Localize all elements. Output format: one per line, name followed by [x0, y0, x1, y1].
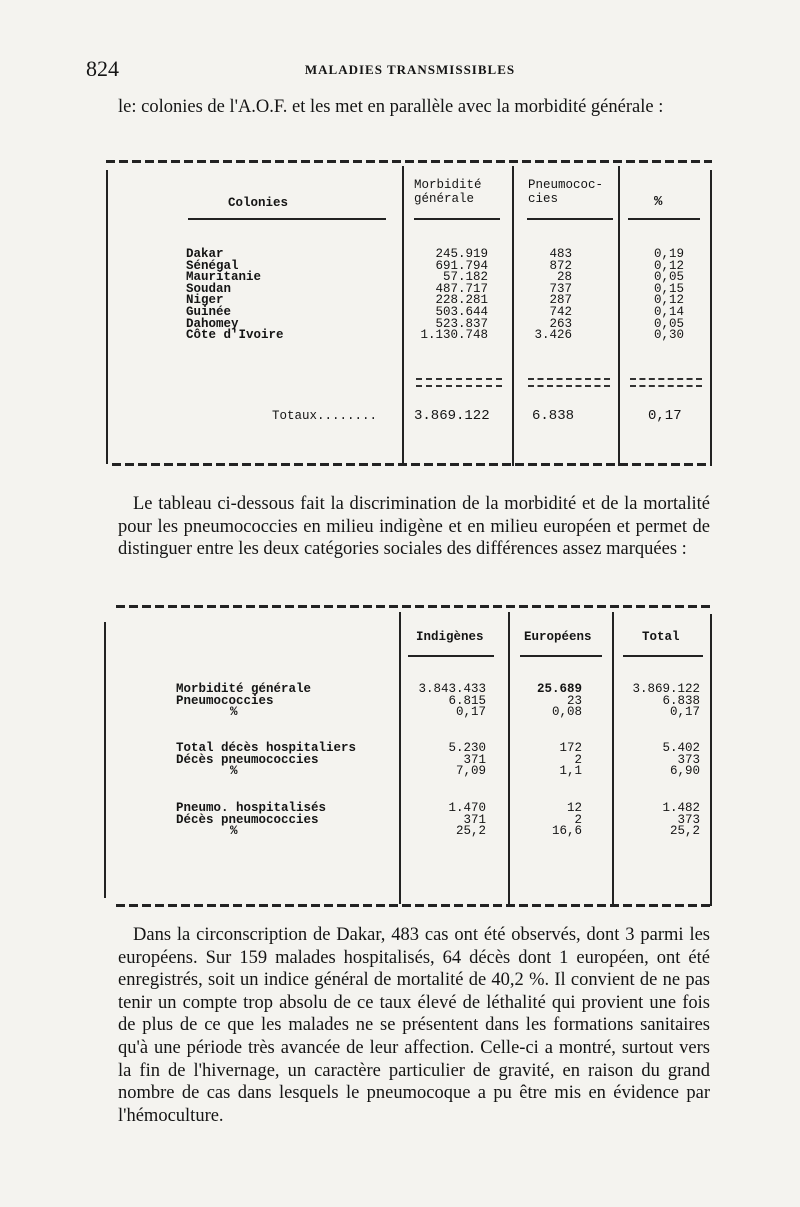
- table-row-label: Décès pneumococcies: [176, 752, 319, 767]
- page-number: 824: [86, 56, 119, 81]
- table-cell: 12: [566, 801, 582, 815]
- table-row-label: %: [230, 764, 238, 779]
- table-cell: 0,30: [653, 328, 684, 343]
- table2-col-divider: [612, 612, 614, 904]
- table-row-label: Niger: [186, 293, 224, 308]
- table2-group-labels: [176, 684, 311, 719]
- table-cell: 1.470: [448, 801, 486, 815]
- table-cell: 872: [549, 258, 572, 273]
- table2-col-total: [624, 743, 700, 778]
- table2-col-europeens: [524, 743, 582, 778]
- table-cell: 3.843.433: [418, 682, 486, 696]
- table-cell: 0,15: [653, 281, 684, 296]
- table-row-label: Total décès hospitaliers: [176, 741, 357, 755]
- table-row-label: Dahomey: [186, 316, 239, 331]
- table-row-label: Pneumo. hospitalisés: [176, 801, 327, 815]
- table-cell: 0,17: [455, 705, 486, 720]
- table1-header-rule: [628, 218, 700, 220]
- table-cell: 0,19: [653, 247, 684, 261]
- table1-header-pct: %: [654, 194, 663, 210]
- table2-left-border: [104, 622, 106, 898]
- table-row-label: Pneumococcies: [176, 693, 274, 708]
- table-cell: 0,05: [653, 270, 684, 285]
- table-cell: 3.426: [534, 328, 572, 343]
- table-cell: 0,12: [653, 258, 684, 273]
- table-cell: 3.869.122: [632, 682, 700, 696]
- table-cell: 263: [549, 316, 572, 331]
- table1-col-divider: [618, 166, 620, 466]
- table-row-label: Côte d'Ivoire: [186, 328, 284, 343]
- table-cell: 16,6: [551, 824, 582, 839]
- table2-bottom-border: [116, 904, 710, 907]
- table1-header-rule: [527, 218, 613, 220]
- table1-col-morbidite: [408, 249, 488, 342]
- table2-header-total: Total: [642, 630, 680, 644]
- table-cell: 371: [463, 752, 486, 767]
- discrimination-paragraph: [118, 493, 710, 561]
- running-title: MALADIES TRANSMISSIBLES: [304, 62, 516, 77]
- table-cell: 483: [549, 247, 572, 261]
- table-cell: 5.402: [662, 741, 700, 755]
- table2-col-total: [624, 684, 700, 719]
- table2-header-rule: [623, 655, 703, 657]
- intro-paragraph: [118, 96, 710, 119]
- table1-bottom-border: [112, 463, 710, 466]
- table-cell: 6.815: [448, 693, 486, 708]
- intro-text: le: colonies de l'A.O.F. et les met en parallèle avec la morbidité générale :: [118, 97, 664, 117]
- table-row-label: Soudan: [186, 281, 232, 296]
- table-cell: 25,2: [455, 824, 486, 839]
- table-row-label: Morbidité générale: [176, 682, 312, 696]
- table-cell: 742: [549, 304, 572, 319]
- table1-col-pneumo: [520, 249, 572, 342]
- table-cell: 23: [566, 693, 582, 708]
- table-cell: 6,90: [669, 764, 700, 779]
- table-row-label: Sénégal: [186, 258, 239, 273]
- table-cell: 228.281: [435, 293, 488, 308]
- table1-col-pct: [640, 249, 684, 342]
- table-cell: 373: [677, 752, 700, 767]
- table-cell: 6.838: [662, 693, 700, 708]
- table-cell: 5.230: [448, 741, 486, 755]
- table-cell: 2: [574, 752, 582, 767]
- table-cell: 2: [574, 812, 582, 827]
- table-cell: 1,1: [559, 764, 582, 779]
- table-row-label: Guinée: [186, 304, 232, 319]
- table-cell: 0,14: [653, 304, 684, 319]
- table-row-label: Dakar: [186, 247, 224, 261]
- table2-group-labels: [176, 803, 326, 838]
- table2-col-divider: [508, 612, 510, 904]
- table-row-label: Mauritanie: [186, 270, 262, 285]
- table-cell: 503.644: [435, 304, 488, 319]
- table-cell: 1.482: [662, 801, 700, 815]
- table-cell: 28: [556, 270, 572, 285]
- table1-top-border: [106, 160, 712, 163]
- table-cell: 245.919: [435, 247, 488, 261]
- table2-col-europeens: [524, 803, 582, 838]
- table1-sum-rule: [528, 378, 610, 387]
- table-cell: 172: [559, 741, 582, 755]
- dakar-paragraph: [118, 924, 710, 1127]
- table-cell: 1.130.748: [420, 328, 488, 343]
- table2-col-indigenes: [410, 803, 486, 838]
- table-cell: 523.837: [435, 316, 488, 331]
- table2-col-europeens: [524, 684, 582, 719]
- table-row-label: %: [230, 824, 238, 839]
- table2-header-europeens: Européens: [524, 630, 592, 644]
- table1-left-border: [106, 170, 108, 464]
- table1-header-morbidite: Morbidité générale: [414, 178, 482, 206]
- table-cell: 25.689: [536, 682, 582, 696]
- table-row-label: %: [230, 705, 238, 720]
- table-cell: 371: [463, 812, 486, 827]
- table-cell: 373: [677, 812, 700, 827]
- table-cell: 0,08: [551, 705, 582, 720]
- table1-header-pneumo: Pneumococ-cies: [528, 178, 604, 206]
- table-cell: 0,17: [669, 705, 700, 720]
- table1-header-rule: [414, 218, 500, 220]
- table2-col-divider: [399, 612, 401, 904]
- table2-top-border: [116, 605, 710, 608]
- table-cell: 0,12: [653, 293, 684, 308]
- discrimination-text: Le tableau ci-dessous fait la discrimination de la morbidité et de la mortalité pour les pneumococcies en milieu indigène et en milieu européen et permet de distinguer entre les deux catégories sociales des différences assez marquées :: [118, 494, 710, 560]
- table-cell: 487.717: [435, 281, 488, 296]
- table1-right-border: [710, 170, 712, 466]
- table2-col-total: [624, 803, 700, 838]
- table1-header-colonies: Colonies: [228, 196, 289, 210]
- table2-header-rule: [408, 655, 494, 657]
- table2-header-rule: [520, 655, 602, 657]
- table2-group-labels: [176, 743, 356, 778]
- table1-total-pct: 0,17: [648, 408, 682, 424]
- dakar-text: Dans la circonscription de Dakar, 483 cas ont été observés, dont 3 parmi les européens. Sur 159 malades hospitalisés, 64 décès dont 1 européen, ont été enregistrés, soit un indice général de mortalité de 40,2 %. Il convient de ne pas tenir un compte trop absolu de ce taux élevé de léthalité qui provient une fois de plus de ce que les malades ne se présentent dans les formations sanitaires qu'à une période très avancée de leur affection. Celle-ci a montré, surtout vers la fin de l'hivernage, un caractère particulier de gravité, en raison du grand nombre de cas dans lesquels le pneumocoque a pu être mis en évidence par l'hémoculture.: [118, 925, 710, 1126]
- table-row-label: Décès pneumococcies: [176, 812, 319, 827]
- table2-col-indigenes: [410, 743, 486, 778]
- table-cell: 0,05: [653, 316, 684, 331]
- table-cell: 737: [549, 281, 572, 296]
- table1-header-rule: [188, 218, 386, 220]
- table1-col-divider: [402, 166, 404, 466]
- table-cell: 57.182: [442, 270, 488, 285]
- table-cell: 691.794: [435, 258, 488, 273]
- table1-col-divider: [512, 166, 514, 466]
- table1-sum-rule: [630, 378, 702, 387]
- table2-col-indigenes: [410, 684, 486, 719]
- table1-col-colonies: [186, 249, 284, 342]
- table-cell: 287: [549, 293, 572, 308]
- table1-sum-rule: [416, 378, 502, 387]
- table1-totals-label: Totaux........: [272, 409, 378, 423]
- table1-total-pneumo: 6.838: [532, 408, 575, 424]
- table-cell: 25,2: [669, 824, 700, 839]
- table2-header-indigenes: Indigènes: [416, 630, 484, 644]
- table-cell: 7,09: [455, 764, 486, 779]
- table1-total-morbidite: 3.869.122: [414, 408, 490, 424]
- table2-right-border: [710, 614, 712, 906]
